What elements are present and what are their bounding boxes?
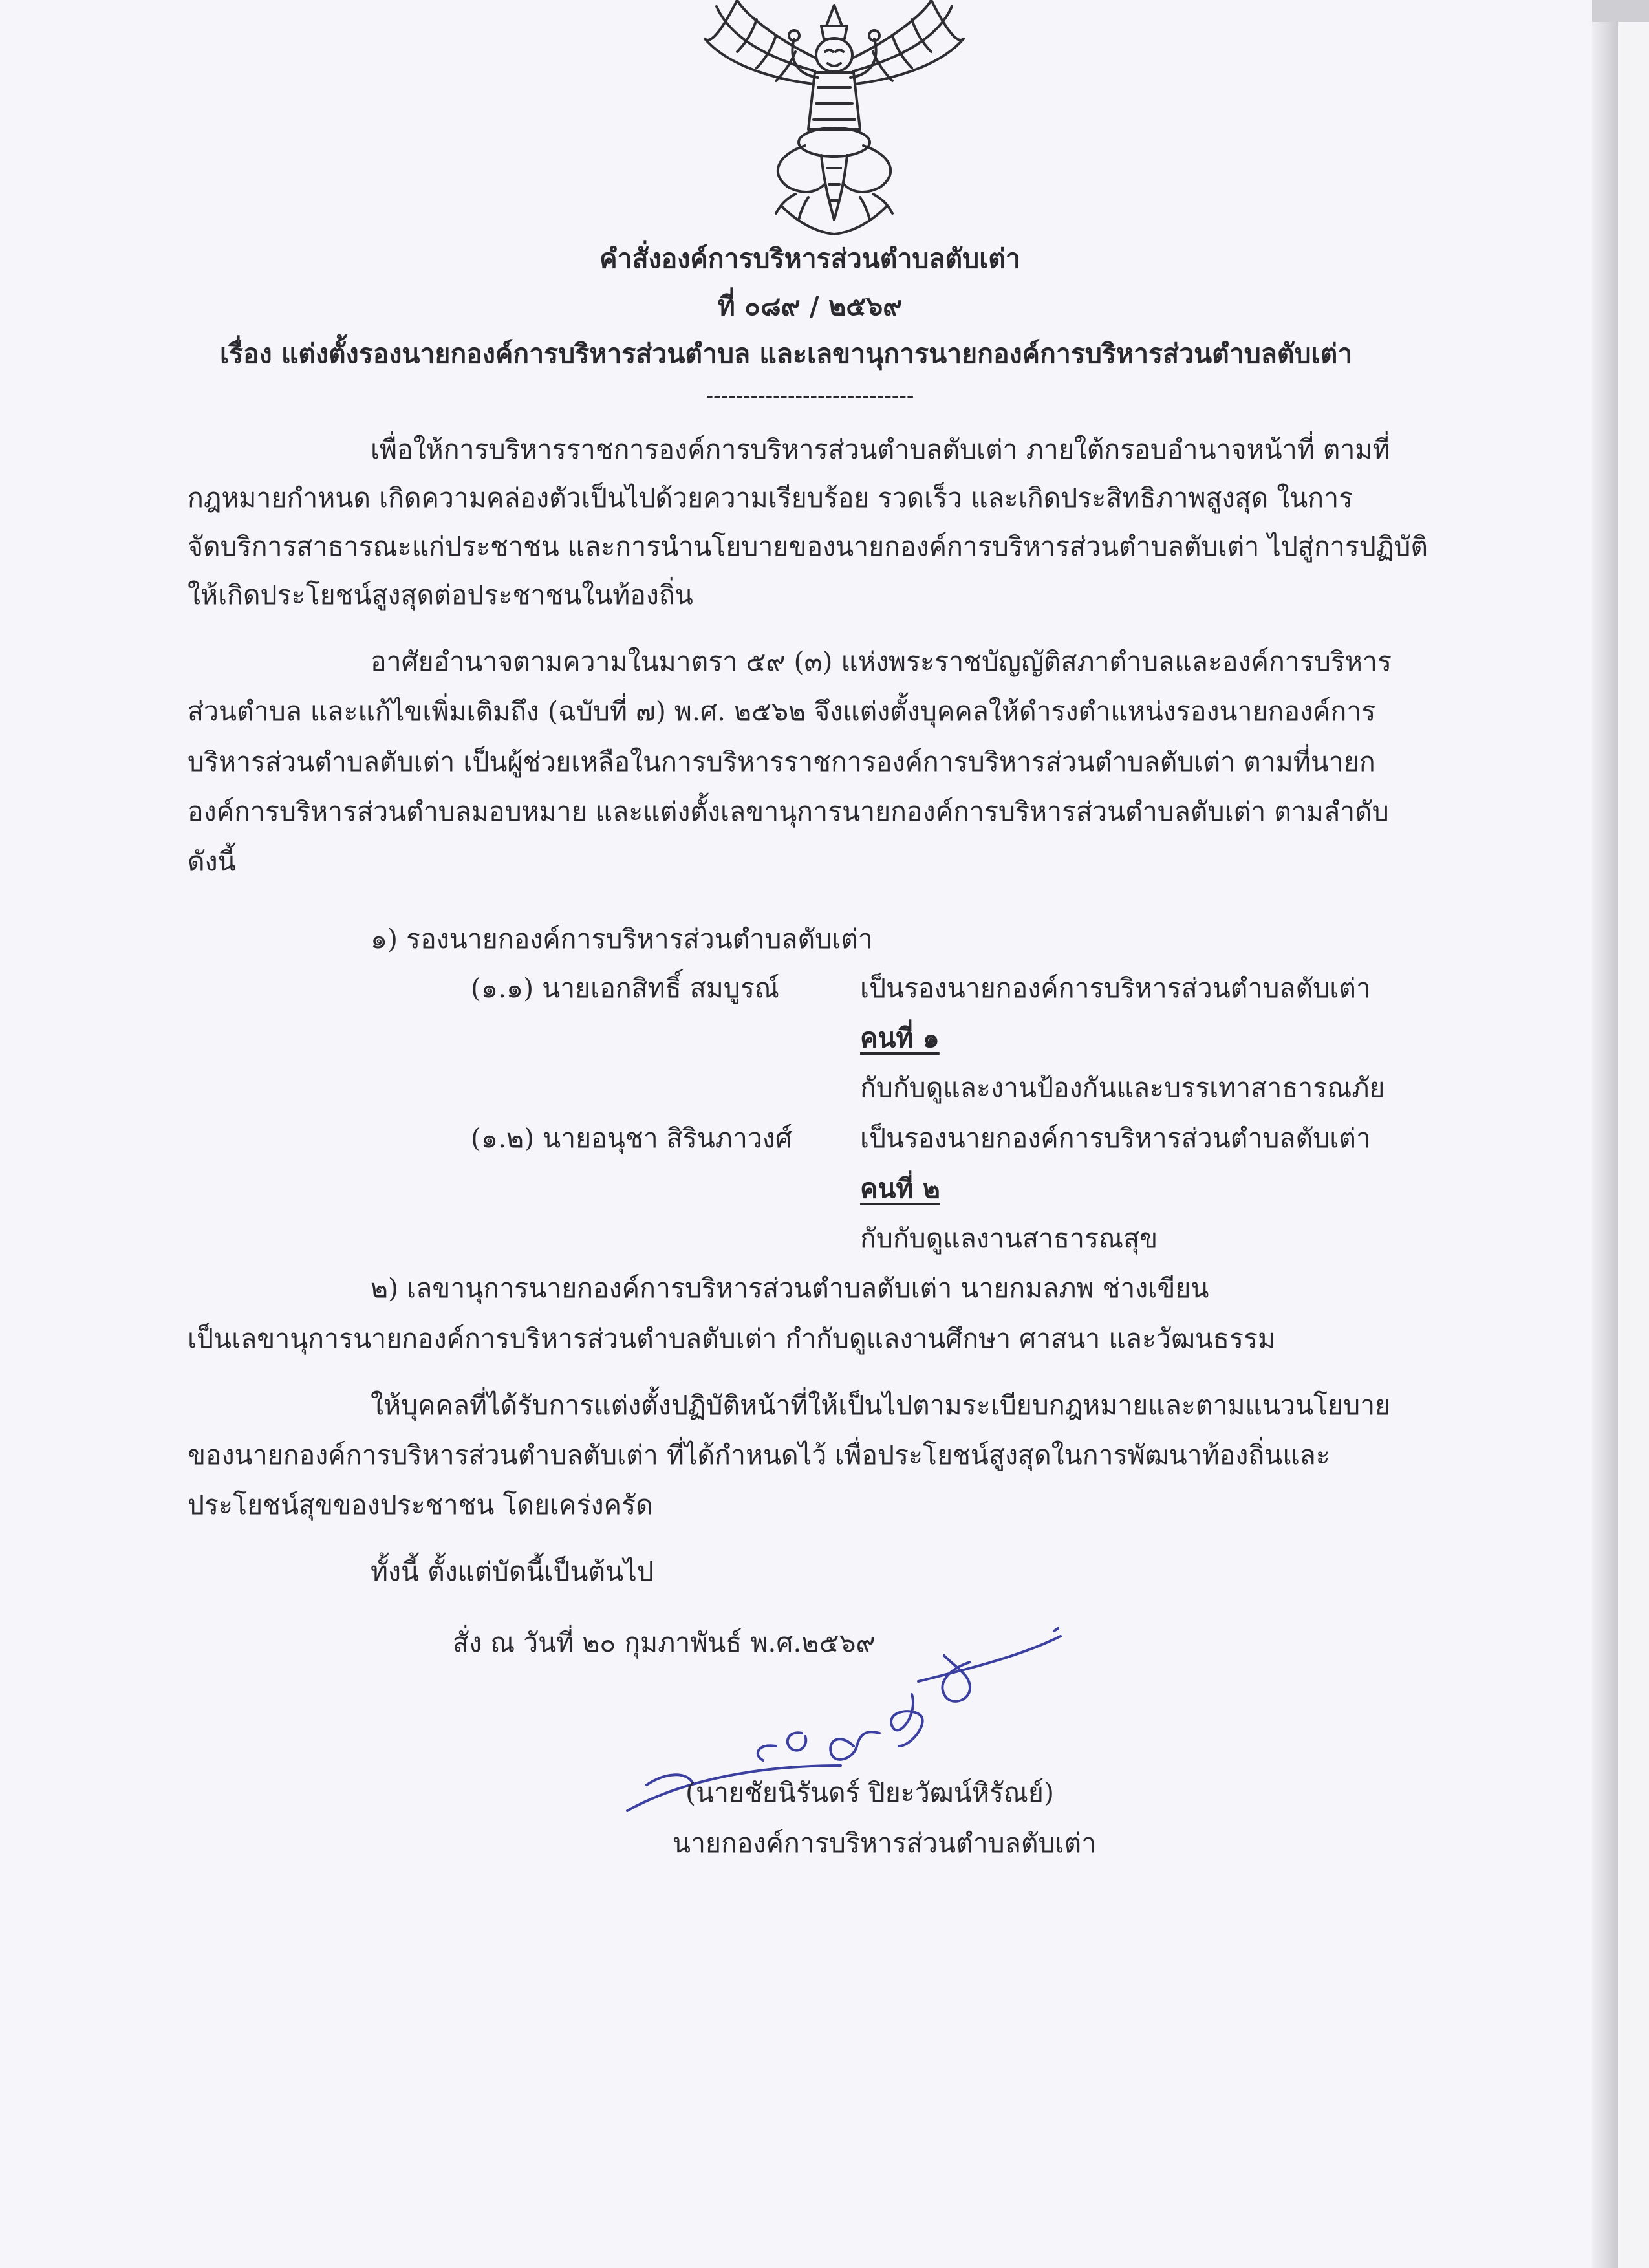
paragraph-line: เพื่อให้การบริหารราชการองค์การบริหารส่วนตำบลตับเต่า ภายใต้กรอบอำนาจหน้าที่ ตามที่ [371, 434, 1390, 465]
signatory-title: นายกองค์การบริหารส่วนตำบลตับเต่า [673, 1828, 1097, 1859]
paragraph-line: ของนายกองค์การบริหารส่วนตำบลตับเต่า ที่ได้กำหนดไว้ เพื่อประโยชน์สูงสุดในการพัฒนาท้องถิ่นและ [188, 1440, 1330, 1471]
paragraph-line: จัดบริการสาธารณะแก่ประชาชน และการนำนโยบายของนายกองค์การบริหารส่วนตำบลตับเต่า ไปสู่การปฏิบัติ [188, 531, 1428, 562]
order-subject: เรื่อง แต่งตั้งรองนายกองค์การบริหารส่วนตำบล และเลขานุการนายกองค์การบริหารส่วนตำบลตับเต่า [220, 338, 1353, 369]
signatory-name: (นายชัยนิรันดร์ ปิยะวัฒน์หิรัณย์) [685, 1777, 1054, 1808]
order-date: สั่ง ณ วันที่ ๒๐ กุมภาพันธ์ พ.ศ.๒๕๖๙ [453, 1627, 876, 1658]
deputy-2-name: (๑.๒) นายอนุชา สิรินภาวงศ์ [471, 1123, 792, 1154]
deputy-1-position: เป็นรองนายกองค์การบริหารส่วนตำบลตับเต่า [860, 973, 1371, 1004]
header-separator: ---------------------------- [706, 383, 914, 409]
paragraph-line: ดังนี้ [188, 846, 236, 877]
deputy-2-rank: คนที่ ๒ [860, 1173, 940, 1204]
scanner-strip [1592, 0, 1649, 22]
garuda-emblem [698, 0, 970, 246]
order-number: ที่ ๐๘๙ / ๒๕๖๙ [717, 290, 903, 321]
handwritten-signature [608, 1617, 1099, 1863]
paragraph-line: ส่วนตำบล และแก้ไขเพิ่มเติมถึง (ฉบับที่ ๗) พ.ศ. ๒๕๖๒ จึงแต่งตั้งบุคคลให้ดำรงตำแหน่งรองนายกองค์การ [188, 696, 1376, 727]
deputy-1-name: (๑.๑) นายเอกสิทธิ์ สมบูรณ์ [471, 973, 779, 1004]
paragraph-line: ให้เกิดประโยชน์สูงสุดต่อประชาชนในท้องถิ่น [188, 579, 693, 610]
paragraph-line: อาศัยอำนาจตามความในมาตรา ๕๙ (๓) แห่งพระราชบัญญัติสภาตำบลและองค์การบริหาร [371, 646, 1392, 677]
order-title: คำสั่งองค์การบริหารส่วนตำบลตับเต่า [599, 243, 1020, 274]
item1-heading: ๑) รองนายกองค์การบริหารส่วนตำบลตับเต่า [371, 923, 873, 955]
item2-line: เป็นเลขานุการนายกองค์การบริหารส่วนตำบลตับเต่า กำกับดูแลงานศึกษา ศาสนา และวัฒนธรรม [188, 1323, 1276, 1354]
page-edge-shadow [1592, 0, 1618, 2268]
deputy-2-duty: กับกับดูแลงานสาธารณสุข [860, 1223, 1158, 1254]
paragraph-line: ประโยชน์สุขของประชาชน โดยเคร่งครัด [188, 1489, 653, 1520]
deputy-1-rank: คนที่ ๑ [860, 1022, 940, 1053]
effective-statement: ทั้งนี้ ตั้งแต่บัดนี้เป็นต้นไป [371, 1556, 654, 1587]
paragraph-line: กฎหมายกำหนด เกิดความคล่องตัวเป็นไปด้วยความเรียบร้อย รวดเร็ว และเกิดประสิทธิภาพสูงสุด ในการ [188, 482, 1353, 513]
paragraph-line: ให้บุคคลที่ได้รับการแต่งตั้งปฏิบัติหน้าที่ให้เป็นไปตามระเบียบกฎหมายและตามแนวนโยบาย [371, 1390, 1391, 1421]
deputy-2-position: เป็นรองนายกองค์การบริหารส่วนตำบลตับเต่า [860, 1123, 1371, 1154]
deputy-1-duty: กับกับดูและงานป้องกันและบรรเทาสาธารณภัย [860, 1072, 1385, 1103]
paragraph-line: องค์การบริหารส่วนตำบลมอบหมาย และแต่งตั้งเลขานุการนายกองค์การบริหารส่วนตำบลตับเต่า ตามลำดับ [188, 796, 1389, 827]
item2-line: ๒) เลขานุการนายกองค์การบริหารส่วนตำบลตับเต่า นายกมลภพ ช่างเขียน [371, 1273, 1209, 1304]
paragraph-line: บริหารส่วนตำบลตับเต่า เป็นผู้ช่วยเหลือในการบริหารราชการองค์การบริหารส่วนตำบลตับเต่า ตามที่นายก [188, 746, 1375, 777]
